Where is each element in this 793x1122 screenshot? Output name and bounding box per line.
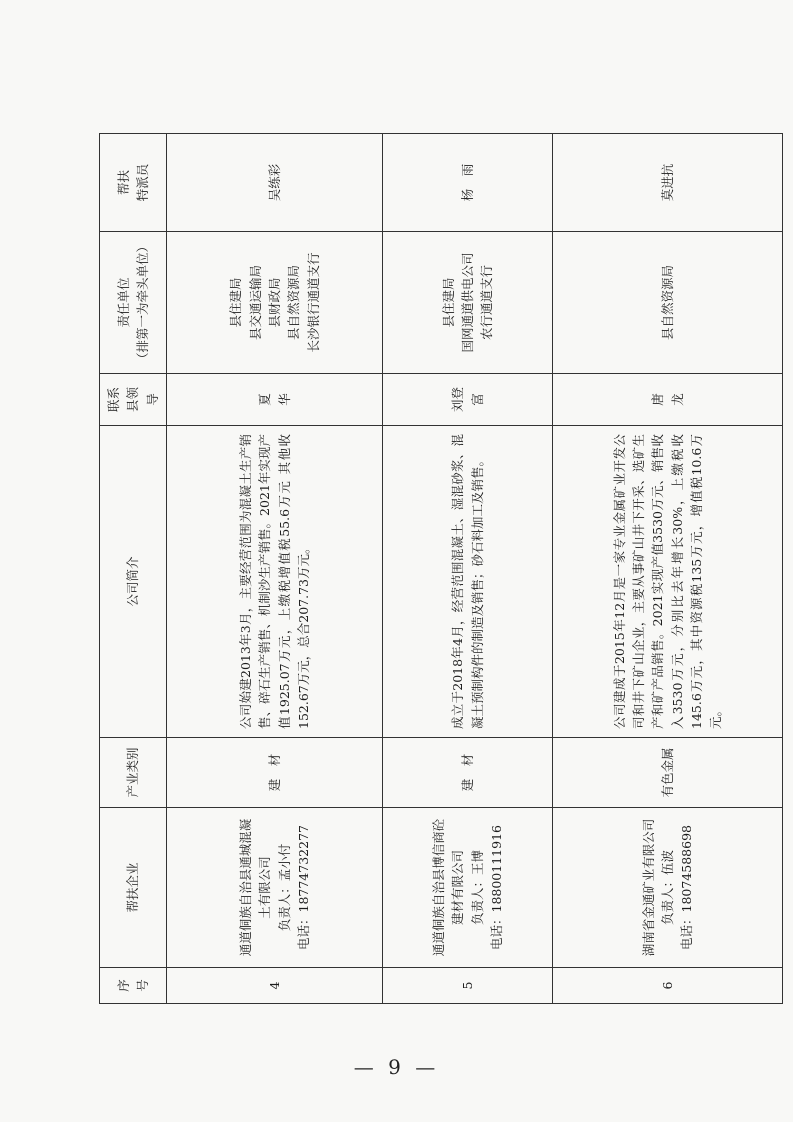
table-row xyxy=(383,134,553,1004)
company-name: 通道侗族自治县通城混凝土有限公司 xyxy=(237,818,273,957)
company-cell xyxy=(167,808,383,968)
unit-item: 县自然资源局 xyxy=(286,265,302,341)
rotated-table-container xyxy=(99,134,755,1004)
intro-cell: 公司始建2013年3月，主要经营范围为混凝土生产销售、碎石生产销售、机制沙生产销售。2021年实现产值1925.07万元，上缴税增值税55.6万元 其他收152.67万元，总合207.73万元。 xyxy=(167,426,383,738)
industry-cell: 有色金属 xyxy=(553,738,783,808)
unit-cell xyxy=(553,232,783,374)
table-row xyxy=(553,134,783,1004)
company-contact: 负责人：王博 xyxy=(469,850,485,926)
unit-item: 县财政局 xyxy=(266,277,282,328)
header-helper-line2: 特派员 xyxy=(135,163,151,202)
unit-cell xyxy=(167,232,383,374)
header-unit-line1: 责任单位 xyxy=(115,277,131,328)
company-phone: 电话：18774732277 xyxy=(296,825,311,950)
assistance-table xyxy=(99,133,783,1004)
leader-cell: 唐 龙 xyxy=(553,374,783,426)
table-row xyxy=(167,134,383,1004)
unit-item: 农行通道支行 xyxy=(479,265,495,341)
unit-item: 县住建局 xyxy=(228,277,244,328)
header-helper xyxy=(100,134,167,232)
company-contact: 负责人：孟小付 xyxy=(276,843,292,932)
header-unit-line2: （排第一为牵头单位） xyxy=(135,239,151,365)
unit-item: 长沙银行通道支行 xyxy=(305,252,321,353)
leader-cell: 刘登富 xyxy=(383,374,553,426)
industry-cell: 建 材 xyxy=(383,738,553,808)
row-seq: 4 xyxy=(167,968,383,1004)
industry-cell: 建 材 xyxy=(167,738,383,808)
company-name: 通道侗族自治县博信商砼建材有限公司 xyxy=(430,818,466,957)
page-number: — 9 — xyxy=(353,1055,440,1079)
header-helper-line1: 帮扶 xyxy=(115,170,131,196)
unit-item: 县自然资源局 xyxy=(659,265,675,341)
company-phone: 电话：18074588698 xyxy=(679,825,695,950)
intro-cell: 成立于2018年4月，经营范围混凝土、湿混砂浆、混凝土预制构件的制造及销售；砂石料加工及销售。 xyxy=(383,426,553,738)
header-seq: 序号 xyxy=(100,968,167,1004)
row-seq: 5 xyxy=(383,968,553,1004)
leader-cell: 夏 华 xyxy=(167,374,383,426)
intro-cell: 公司建成于2015年12月是一家专业金属矿业开发公司和井下矿山企业，主要从事矿山井下开采、选矿生产和矿产品销售。2021实现产值3530万元、销售收入3530万元，分别比去年增长30%，上缴税收145.6万元，其中资源税135万元，增值税10.6万元。 xyxy=(553,426,783,738)
company-cell xyxy=(553,808,783,968)
header-intro: 公司简介 xyxy=(100,426,167,738)
company-phone: 电话：18800111916 xyxy=(489,825,504,950)
row-seq: 6 xyxy=(553,968,783,1004)
company-name: 湖南省金通矿业有限公司 xyxy=(640,818,656,957)
header-row xyxy=(100,134,167,1004)
company-cell xyxy=(383,808,553,968)
header-unit xyxy=(100,232,167,374)
helper-cell: 杨 雨 xyxy=(383,134,553,232)
header-company: 帮扶企业 xyxy=(100,808,167,968)
header-industry: 产业类别 xyxy=(100,738,167,808)
helper-cell: 吴练彩 xyxy=(167,134,383,232)
company-contact: 负责人：伍波 xyxy=(659,850,675,926)
unit-cell xyxy=(383,232,553,374)
helper-cell: 莫进抗 xyxy=(553,134,783,232)
unit-item: 县交通运输局 xyxy=(247,265,263,341)
unit-item: 县住建局 xyxy=(440,277,456,328)
header-leader: 联系县领导 xyxy=(100,374,167,426)
unit-item: 国网通道供电公司 xyxy=(459,252,475,353)
